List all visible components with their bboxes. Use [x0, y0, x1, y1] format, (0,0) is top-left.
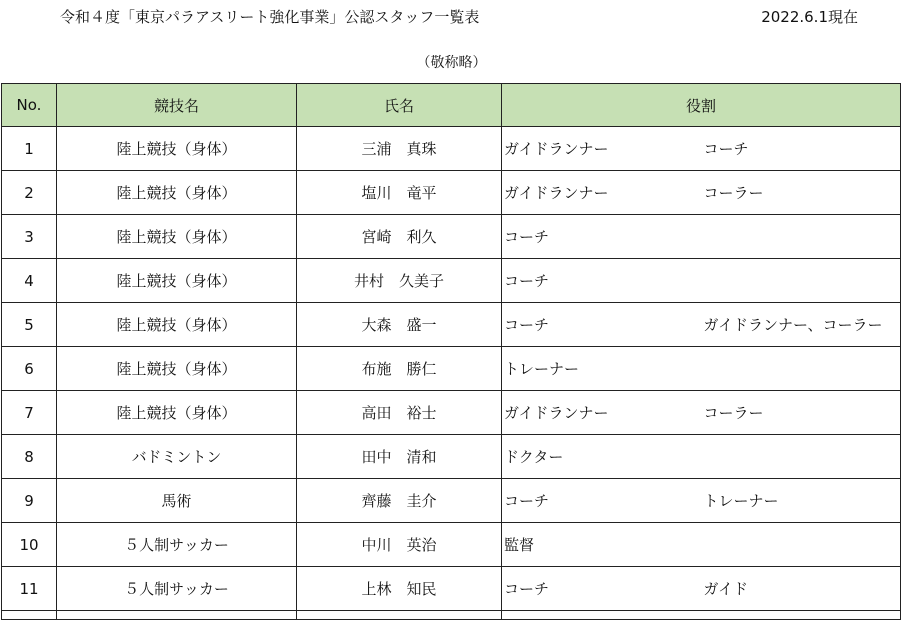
cell-name: 中川 英治	[297, 523, 502, 567]
cell-role-secondary	[702, 259, 901, 303]
cell-role-secondary: コーチ	[702, 127, 901, 171]
cell-name: 齊藤 圭介	[297, 479, 502, 523]
header-sport: 競技名	[57, 84, 297, 127]
empty-cell	[297, 611, 502, 620]
cell-no: 6	[2, 347, 57, 391]
staff-table-container	[1, 83, 901, 620]
staff-table	[1, 83, 901, 620]
cell-sport: 馬術	[57, 479, 297, 523]
header-role: 役割	[502, 84, 901, 127]
cell-sport: 陸上競技（身体）	[57, 391, 297, 435]
cell-name: 宮崎 利久	[297, 215, 502, 259]
cell-no: 1	[2, 127, 57, 171]
cell-sport: 陸上競技（身体）	[57, 215, 297, 259]
table-row	[2, 567, 901, 611]
honorific-note: （敬称略）	[416, 55, 487, 71]
cell-no: 4	[2, 259, 57, 303]
cell-no: 9	[2, 479, 57, 523]
cell-role-primary: コーチ	[502, 215, 702, 259]
cell-role-primary: コーチ	[502, 567, 702, 611]
cell-role-primary: トレーナー	[502, 347, 702, 391]
cell-role-secondary: コーラー	[702, 171, 901, 215]
page-title: 令和４度「東京パラアスリート強化事業」公認スタッフ一覧表	[60, 8, 480, 26]
empty-cell	[57, 611, 297, 620]
table-row	[2, 391, 901, 435]
cell-no: 2	[2, 171, 57, 215]
cell-name: 三浦 真珠	[297, 127, 502, 171]
cell-sport: 陸上競技（身体）	[57, 259, 297, 303]
header-no: No.	[2, 84, 57, 127]
cell-role-primary: 監督	[502, 523, 702, 567]
table-body	[2, 127, 901, 620]
cell-no: 8	[2, 435, 57, 479]
cell-role-primary: ガイドランナー	[502, 171, 702, 215]
cell-sport: ５人制サッカー	[57, 567, 297, 611]
cell-name: 大森 盛一	[297, 303, 502, 347]
as-of-date: 2022.6.1現在	[761, 8, 858, 26]
table-row	[2, 215, 901, 259]
cell-name: 井村 久美子	[297, 259, 502, 303]
cell-role-secondary: ガイド	[702, 567, 901, 611]
cell-role-secondary	[702, 523, 901, 567]
table-row	[2, 171, 901, 215]
cell-sport: 陸上競技（身体）	[57, 127, 297, 171]
cell-no: 3	[2, 215, 57, 259]
table-row	[2, 435, 901, 479]
cell-role-secondary: トレーナー	[702, 479, 901, 523]
cell-name: 布施 勝仁	[297, 347, 502, 391]
cell-role-primary: ガイドランナー	[502, 391, 702, 435]
table-row	[2, 523, 901, 567]
cell-name: 田中 清和	[297, 435, 502, 479]
cell-sport: 陸上競技（身体）	[57, 171, 297, 215]
cell-sport: 陸上競技（身体）	[57, 347, 297, 391]
table-row	[2, 259, 901, 303]
cell-role-primary: ドクター	[502, 435, 702, 479]
cell-sport: バドミントン	[57, 435, 297, 479]
cell-role-primary: ガイドランナー	[502, 127, 702, 171]
cell-no: 5	[2, 303, 57, 347]
cell-role-secondary: ガイドランナー、コーラー	[702, 303, 901, 347]
table-row	[2, 479, 901, 523]
table-row	[2, 303, 901, 347]
table-row-partial	[2, 611, 901, 620]
cell-no: 11	[2, 567, 57, 611]
cell-role-primary: コーチ	[502, 479, 702, 523]
cell-role-secondary	[702, 347, 901, 391]
cell-no: 10	[2, 523, 57, 567]
cell-role-secondary: コーラー	[702, 391, 901, 435]
cell-role-primary: コーチ	[502, 259, 702, 303]
table-row	[2, 347, 901, 391]
empty-cell	[2, 611, 57, 620]
empty-cell	[502, 611, 702, 620]
table-header-row	[2, 84, 901, 127]
cell-name: 高田 裕士	[297, 391, 502, 435]
cell-role-secondary	[702, 435, 901, 479]
cell-name: 上林 知民	[297, 567, 502, 611]
empty-cell	[702, 611, 901, 620]
table-row	[2, 127, 901, 171]
cell-sport: 陸上競技（身体）	[57, 303, 297, 347]
cell-no: 7	[2, 391, 57, 435]
header-name: 氏名	[297, 84, 502, 127]
cell-role-secondary	[702, 215, 901, 259]
cell-sport: ５人制サッカー	[57, 523, 297, 567]
cell-role-primary: コーチ	[502, 303, 702, 347]
cell-name: 塩川 竜平	[297, 171, 502, 215]
